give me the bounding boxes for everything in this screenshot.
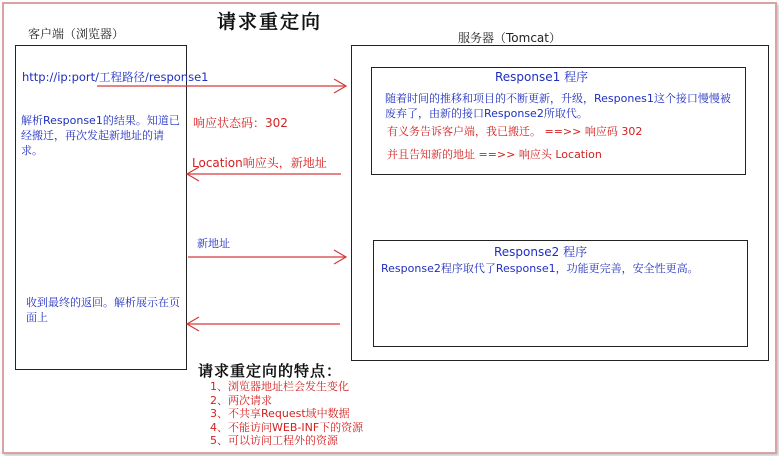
feature-item: 4、不能访问WEB-INF下的资源 — [210, 420, 364, 434]
features-title: 请求重定向的特点： — [198, 362, 343, 380]
response2-description: Response2程序取代了Response1，功能更完善，安全性更高。 — [381, 262, 699, 275]
feature-item: 5、可以访问工程外的资源 — [210, 434, 338, 447]
response2-title: Response2 程序 — [494, 245, 588, 259]
response-302-arrow — [187, 167, 341, 181]
status-code-label: 响应状态码：302 — [193, 116, 288, 130]
client-parse-text: 解析Response1的结果。知道已经搬迁，再次发起新地址的请求。 — [21, 114, 180, 157]
final-response-arrow — [187, 317, 340, 331]
client-final-text: 收到最终的返回。解析展示在页面上 — [26, 296, 180, 324]
response1-title: Response1 程序 — [495, 70, 589, 84]
feature-item: 3、不共享Request域中数据 — [210, 407, 350, 420]
new-address-label: 新地址 — [197, 237, 230, 250]
client-label: 客户端（浏览器） — [28, 27, 125, 41]
response1-redirect: 并且告知新的地址 ==>> 响应头 Location — [387, 148, 602, 161]
new-request-arrow — [188, 250, 346, 264]
response1-description: 随着时间的推移和项目的不断更新，升级，Respones1这个接口慢慢被废弃了，由新的接口Response2所取代。 — [385, 92, 731, 120]
server-label: 服务器（Tomcat） — [458, 31, 561, 45]
diagram-title: 请求重定向 — [217, 11, 323, 33]
feature-item: 2、两次请求 — [210, 393, 272, 407]
feature-item: 1、浏览器地址栏会发生变化 — [210, 380, 349, 393]
location-header-label: Location响应头，新地址 — [192, 156, 327, 170]
request-arrow — [97, 79, 346, 93]
request-url: http://ip:port/工程路径/response1 — [22, 70, 209, 84]
response1-notice: 有义务告诉客户端，我已搬迁。 ==>> 响应码 302 — [387, 125, 643, 138]
